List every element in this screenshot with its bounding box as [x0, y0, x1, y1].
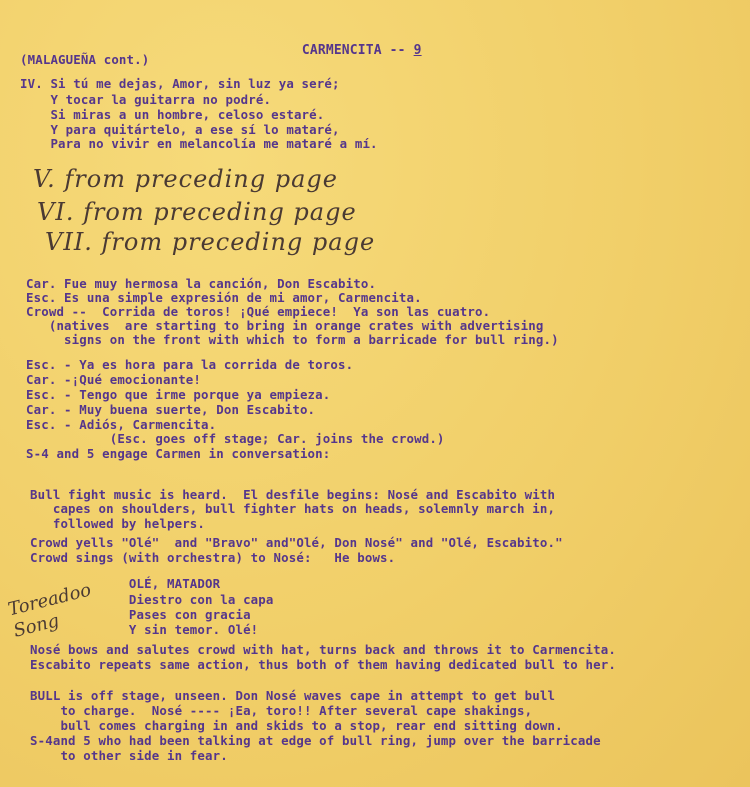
text-line: Escabito repeats same action, thus both of them having dedicated bull to her. [30, 657, 616, 672]
text-line: (Esc. goes off stage; Car. joins the crowd.) [26, 431, 445, 446]
text-line: Y tocar la guitarra no podré. [20, 92, 272, 107]
text-line: to charge. Nosé ---- ¡Ea, toro!! After several cape shakings, [30, 703, 533, 718]
text-line: to other side in fear. [30, 748, 228, 763]
text-line: (MALAGUEÑA cont.) [20, 52, 150, 67]
text-line: Crowd sings (with orchestra) to Nosé: He bows. [30, 550, 396, 565]
text-line: Crowd -- Corrida de toros! ¡Qué empiece! Ya son las cuatro. [26, 304, 491, 319]
text-line: capes on shoulders, bull fighter hats on heads, solemnly march in, [30, 501, 556, 516]
handwritten-side-note: Toreadoo Song [6, 579, 94, 642]
text-line: Bull fight music is heard. El desfile begins: Nosé and Escabito with [30, 487, 556, 502]
text-line: Car. - Muy buena suerte, Don Escabito. [26, 402, 316, 417]
text-line: (natives are starting to bring in orange crates with advertising [26, 318, 544, 333]
text-line: Diestro con la capa [30, 592, 274, 607]
page-number: 9 [413, 43, 422, 58]
text-line: Y para quitártelo, a ese sí lo mataré, [20, 122, 340, 137]
text-line: BULL is off stage, unseen. Don Nosé waves cape in attempt to get bull [30, 688, 556, 703]
text-line: IV. Si tú me dejas, Amor, sin luz ya seré; [20, 76, 340, 91]
handwritten-note-v: V. from preceding page [33, 165, 338, 193]
text-line: followed by helpers. [30, 516, 206, 531]
text-line: Pases con gracia [30, 607, 251, 622]
text-line: Esc. Es una simple expresión de mi amor, Carmencita. [26, 290, 422, 305]
handwritten-note-vii: VII. from preceding page [45, 228, 376, 256]
text-line: signs on the front with which to form a barricade for bull ring.) [26, 332, 559, 347]
text-line: Esc. - Adiós, Carmencita. [26, 417, 217, 432]
text-line: S-4and 5 who had been talking at edge of bull ring, jump over the barricade [30, 733, 601, 748]
text-line: Y sin temor. Olé! [30, 622, 259, 637]
handwritten-note-vi: VI. from preceding page [37, 198, 357, 226]
text-line: Para no vivir en melancolía me mataré a mí. [20, 136, 378, 151]
text-line: Car. -¡Qué emocionante! [26, 372, 202, 387]
page-title [270, 28, 422, 73]
text-line: Esc. - Tengo que irme porque ya empieza. [26, 387, 331, 402]
text-line: Si miras a un hombre, celoso estaré. [20, 107, 325, 122]
text-line: OLÉ, MATADOR [30, 576, 221, 591]
text-line: Car. Fue muy hermosa la canción, Don Escabito. [26, 276, 377, 291]
text-line: bull comes charging in and skids to a stop, rear end sitting down. [30, 718, 563, 733]
text-line: S-4 and 5 engage Carmen in conversation: [26, 446, 331, 461]
text-line: Esc. - Ya es hora para la corrida de toros. [26, 357, 354, 372]
title-text: CARMENCITA -- [301, 43, 406, 58]
text-line: Nosé bows and salutes crowd with hat, turns back and throws it to Carmencita. [30, 642, 616, 657]
text-line: Crowd yells "Olé" and "Bravo" and"Olé, Don Nosé" and "Olé, Escabito." [30, 535, 563, 550]
